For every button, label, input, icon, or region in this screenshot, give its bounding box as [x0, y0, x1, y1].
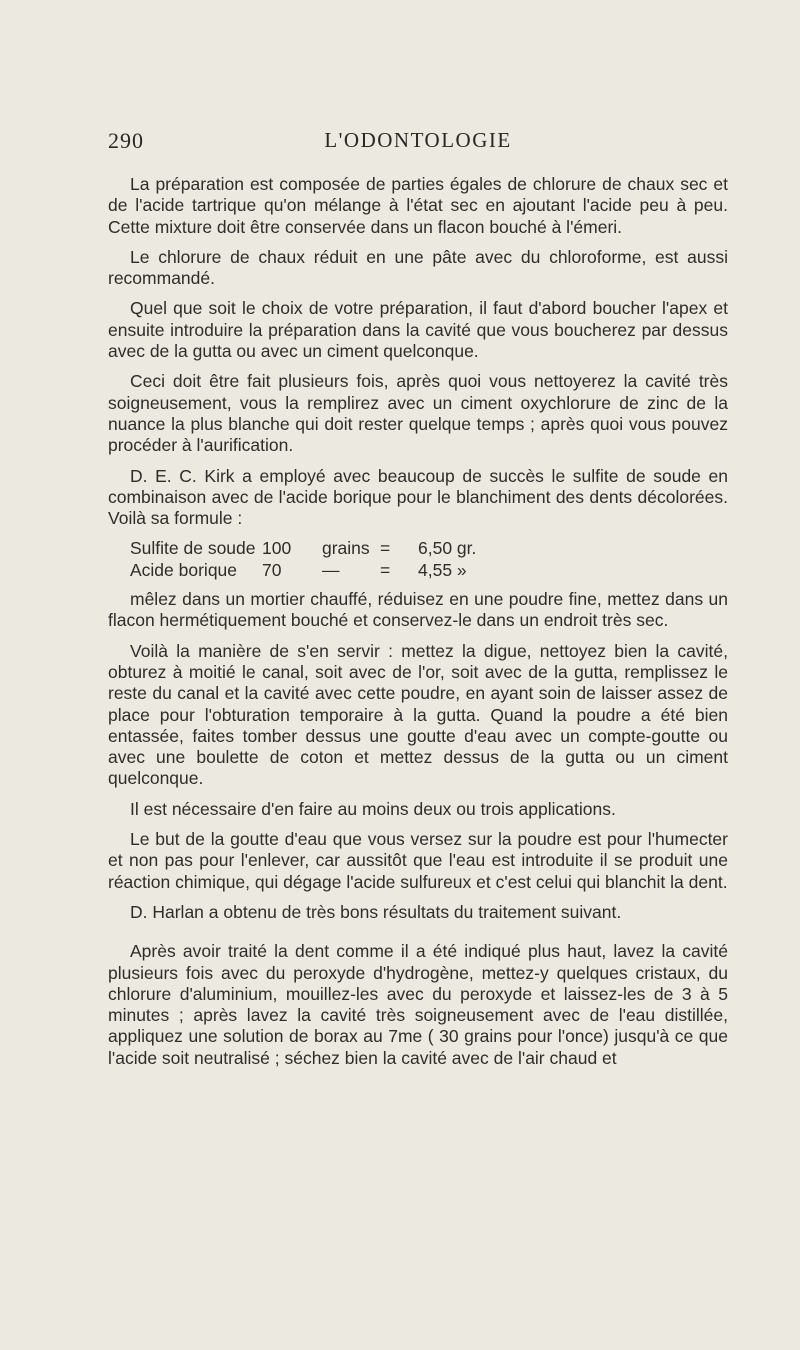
formula-quantity: 100: [262, 538, 292, 559]
paragraph-10: D. Harlan a obtenu de très bons résultats du traitement suivant.: [130, 901, 622, 922]
paragraph-1: La préparation est composée de parties égales de chlorure de chaux sec et de l'acide tartrique qu'on mélange à l'état sec en ajoutant l'acide peu à peu. Cette mixture doit être conservée dans un flacon bouché à l'émeri.: [108, 174, 728, 237]
formula-unit: —: [322, 559, 340, 580]
formula-ingredient: Sulfite de soude: [130, 538, 256, 559]
page-number: 290: [108, 128, 144, 153]
page-header: [108, 128, 728, 158]
formula-row: [130, 538, 728, 559]
paragraph-8: Il est nécessaire d'en faire au moins deux ou trois applications.: [130, 798, 616, 819]
paragraph-9: Le but de la goutte d'eau que vous versez sur la poudre est pour l'humecter et non pas pour l'enlever, car aussitôt que l'eau est introduite il se produit une réaction chimique, qui dégage l'acide sulfureux et c'est celui qui blanchit la dent.: [108, 829, 728, 892]
running-title: L'ODONTOLOGIE: [324, 128, 512, 152]
formula-table: [130, 538, 728, 581]
formula-quantity: 70: [262, 559, 282, 580]
paragraph-5: D. E. C. Kirk a employé avec beaucoup de succès le sulfite de soude en combinaison avec de l'acide borique pour le blanchiment des dents décolorées. Voilà sa formule :: [108, 465, 728, 529]
paragraph-11: Après avoir traité la dent comme il a été indiqué plus haut, lavez la cavité plusieurs fois avec du peroxyde d'hydrogène, mettez-y quelques cristaux, du chlorure d'aluminium, mouillez-les avec du peroxyde et laissez-les de 3 à 5 minutes ; après lavez la cavité très soigneusement avec de l'eau distillée, appliquez une solution de borax au 7me ( 30 grains pour l'once) jusqu'à ce que l'acide soit neutralisé ; séchez bien la cavité avec de l'air chaud et: [108, 941, 728, 1068]
body-text: [108, 174, 728, 1078]
paragraph-3: Quel que soit le choix de votre préparation, il faut d'abord boucher l'apex et ensuite introduire la préparation dans la cavité que vous boucherez par dessus avec de la gutta ou avec un ciment quelconque.: [108, 298, 728, 362]
formula-equals: =: [380, 559, 391, 580]
formula-value: 4,55 »: [418, 559, 467, 580]
paragraph-2: Le chlorure de chaux réduit en une pâte avec du chloroforme, est aussi recommandé.: [108, 246, 728, 289]
paragraph-7: Voilà la manière de s'en servir : mettez la digue, nettoyez bien la cavité, obturez à moitié le canal, soit avec de l'or, soit avec de la gutta, remplissez le reste du canal et la cavité avec cette poudre, en ayant soin de laisser assez de place pour l'obturation temporaire à la gutta. Quand la poudre a été bien entassée, faites tomber dessus une goutte d'eau avec un compte-goutte ou avec une boulette de coton et mettez dessus de la gutta ou un ciment quelconque.: [108, 640, 728, 789]
formula-row: [130, 560, 728, 581]
paragraph-4: Ceci doit être fait plusieurs fois, après quoi vous nettoyerez la cavité très soigneusement, vous la remplirez avec un ciment oxychlorure de zinc de la nuance la plus blanche qui doit rester quelque temps ; après quoi vous pouvez procéder à l'aurification.: [108, 371, 728, 456]
formula-unit: grains: [322, 538, 370, 559]
formula-ingredient: Acide borique: [130, 559, 238, 580]
formula-equals: =: [380, 538, 391, 559]
formula-value: 6,50 gr.: [418, 538, 477, 559]
paragraph-6: mêlez dans un mortier chauffé, réduisez en une poudre fine, mettez dans un flacon hermétiquement bouché et conservez-le dans un endroit très sec.: [108, 589, 728, 631]
